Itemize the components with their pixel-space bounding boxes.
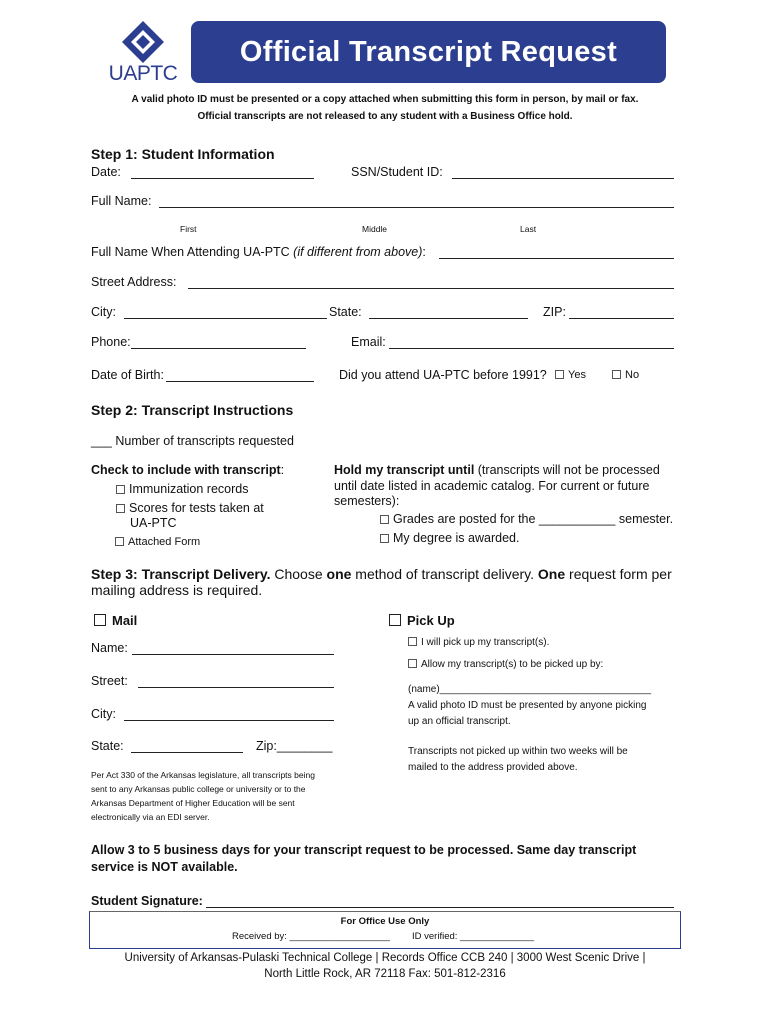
step3-heading-one1: one xyxy=(326,566,352,582)
pickup-label: Pick Up xyxy=(407,613,455,628)
number-requested-label: Number of transcripts requested xyxy=(115,434,294,448)
logo-text: UAPTC xyxy=(108,62,178,85)
act-330-line4: electronically via an EDI server. xyxy=(91,812,210,822)
mail-zip-label xyxy=(256,739,332,753)
mail-name-field[interactable] xyxy=(132,654,334,655)
step3-heading-bold: Step 3: Transcript Delivery. xyxy=(91,566,271,582)
attached-form-checkbox-icon[interactable] xyxy=(115,537,124,546)
first-name-caption: First xyxy=(180,224,197,234)
number-requested-row xyxy=(91,434,294,448)
office-received-label: Received by: xyxy=(232,931,287,942)
signature-field[interactable] xyxy=(206,907,674,908)
ssn-field[interactable] xyxy=(452,178,674,179)
pickup-name-field[interactable]: (name)______________________________________ xyxy=(408,684,652,695)
attend-no-option[interactable] xyxy=(612,369,639,381)
grades-option[interactable] xyxy=(380,512,673,526)
scores-label-line2: UA-PTC xyxy=(130,516,177,530)
scores-label: Scores for tests taken at xyxy=(129,501,264,515)
not-picked-line2: mailed to the address provided above. xyxy=(408,762,578,773)
pickup-self-checkbox-icon[interactable] xyxy=(408,637,417,646)
pickup-allow-label: Allow my transcript(s) to be picked up by: xyxy=(421,659,604,670)
photo-note-line1: A valid photo ID must be presented by anyone picking xyxy=(408,700,647,711)
phone-field[interactable] xyxy=(131,348,306,349)
street-address-field[interactable] xyxy=(188,288,674,289)
hold-rest: (transcripts will not be processed xyxy=(474,463,660,477)
attached-form-label: Attached Form xyxy=(128,536,201,548)
mail-city-field[interactable] xyxy=(124,720,334,721)
step3-heading-one2: One xyxy=(537,566,566,582)
not-picked-line1: Transcripts not picked up within two weeks will be xyxy=(408,746,628,757)
attend-yes-option[interactable] xyxy=(555,369,586,381)
step1-heading: Step 1: Student Information xyxy=(91,146,275,162)
email-label: Email: xyxy=(351,335,386,349)
step3-heading xyxy=(91,566,672,582)
full-name-label: Full Name: xyxy=(91,194,152,208)
city-label: City: xyxy=(91,305,116,319)
pickup-self-option[interactable] xyxy=(408,637,549,648)
uaptc-logo xyxy=(108,20,178,86)
degree-option[interactable] xyxy=(380,531,519,545)
yes-label: Yes xyxy=(568,369,586,381)
mail-label: Mail xyxy=(112,613,138,628)
attend-question: Did you attend UA-PTC before 1991? xyxy=(339,368,547,382)
mail-state-field[interactable] xyxy=(131,752,243,753)
no-label: No xyxy=(625,369,640,381)
grades-checkbox-icon[interactable] xyxy=(380,515,389,524)
mail-option[interactable] xyxy=(94,613,137,628)
state-field[interactable] xyxy=(369,318,528,319)
city-field[interactable] xyxy=(124,318,327,319)
pickup-allow-checkbox-icon[interactable] xyxy=(408,659,417,668)
include-heading-text: Check to include with transcript xyxy=(91,463,281,477)
step3-heading-line2: mailing address is required. xyxy=(91,582,263,598)
attending-name-label xyxy=(91,245,426,259)
number-requested-blank[interactable]: ___ xyxy=(91,434,112,448)
pickup-checkbox-icon[interactable] xyxy=(389,614,401,626)
business-hold-notice: Official transcripts are not released to any student with a Business Office hold. xyxy=(197,111,573,122)
office-use-title: For Office Use Only xyxy=(340,916,430,927)
office-received xyxy=(232,931,390,942)
page-title: Official Transcript Request xyxy=(239,35,618,68)
state-label: State: xyxy=(329,305,362,319)
logo-diamond-icon xyxy=(108,20,178,66)
full-name-field[interactable] xyxy=(159,207,674,208)
scores-checkbox-icon[interactable] xyxy=(116,504,125,513)
mail-street-field[interactable] xyxy=(138,687,334,688)
office-id-label: ID verified: xyxy=(412,931,458,942)
attached-form-option[interactable] xyxy=(115,536,200,548)
mail-zip-text: Zip: xyxy=(256,739,277,753)
mail-checkbox-icon[interactable] xyxy=(94,614,106,626)
mail-street-label: Street: xyxy=(91,674,128,688)
include-heading xyxy=(91,463,284,477)
signature-label: Student Signature: xyxy=(91,894,203,908)
mail-state-label: State: xyxy=(91,739,124,753)
date-field[interactable] xyxy=(131,178,314,179)
office-id-field[interactable]: ______________ xyxy=(460,931,535,942)
mail-zip-field[interactable]: ________ xyxy=(276,739,333,753)
act-330-line3: Arkansas Department of Higher Education will be sent xyxy=(91,798,295,808)
office-id-verified xyxy=(412,931,534,942)
last-name-caption: Last xyxy=(520,224,537,234)
immunization-label: Immunization records xyxy=(129,482,249,496)
step3-heading-rest3: request form per xyxy=(565,566,672,582)
zip-field[interactable] xyxy=(569,318,674,319)
middle-name-caption: Middle xyxy=(362,224,388,234)
act-330-line2: sent to any Arkansas public college or university or to the xyxy=(91,784,306,794)
photo-note-line2: up an official transcript. xyxy=(408,716,511,727)
photo-id-notice: A valid photo ID must be presented or a copy attached when submitting this form in person, by mail or fax. xyxy=(131,94,639,105)
mail-name-label: Name: xyxy=(91,641,128,655)
hold-line3: semesters): xyxy=(334,494,400,508)
email-field[interactable] xyxy=(389,348,674,349)
mail-city-label: City: xyxy=(91,707,116,721)
pickup-allow-option[interactable] xyxy=(408,659,603,670)
step3-heading-rest1: Choose xyxy=(270,566,327,582)
ssn-label: SSN/Student ID: xyxy=(351,165,443,179)
degree-checkbox-icon[interactable] xyxy=(380,534,389,543)
hold-bold: Hold my transcript until xyxy=(334,463,475,477)
attending-name-italic: (if different from above) xyxy=(293,245,423,259)
yes-checkbox-icon[interactable] xyxy=(555,370,564,379)
street-address-label: Street Address: xyxy=(91,275,177,289)
date-label: Date: xyxy=(91,165,121,179)
pickup-option[interactable] xyxy=(389,613,455,628)
dob-label: Date of Birth: xyxy=(91,368,164,382)
attending-name-colon: : xyxy=(422,245,426,259)
pickup-self-label: I will pick up my transcript(s). xyxy=(421,637,550,648)
hold-line1 xyxy=(334,463,660,477)
no-checkbox-icon[interactable] xyxy=(612,370,621,379)
grades-label: Grades are posted for the ___________ semester. xyxy=(393,512,674,526)
office-received-field[interactable]: ___________________ xyxy=(289,931,390,942)
include-heading-colon: : xyxy=(280,463,285,477)
title-banner xyxy=(191,21,666,83)
zip-label: ZIP: xyxy=(543,305,566,319)
step3-heading-rest2: method of transcript delivery. xyxy=(351,566,538,582)
scores-option[interactable] xyxy=(116,501,264,515)
immunization-checkbox-icon[interactable] xyxy=(116,485,125,494)
degree-label: My degree is awarded. xyxy=(393,531,520,545)
hold-line2: until date listed in academic catalog. For current or future xyxy=(334,479,650,493)
immunization-option[interactable] xyxy=(116,482,249,496)
footer-line2: North Little Rock, AR 72118 Fax: 501-812-2316 xyxy=(264,968,506,980)
processing-line1: Allow 3 to 5 business days for your transcript request to be processed. Same day transcript xyxy=(91,843,637,857)
phone-label: Phone: xyxy=(91,335,131,349)
step2-heading: Step 2: Transcript Instructions xyxy=(91,402,294,418)
processing-line2: service is NOT available. xyxy=(91,860,238,874)
act-330-line1: Per Act 330 of the Arkansas legislature, all transcripts being xyxy=(91,770,315,780)
dob-field[interactable] xyxy=(166,381,314,382)
attending-name-field[interactable] xyxy=(439,258,674,259)
attending-name-text: Full Name When Attending UA-PTC xyxy=(91,245,294,259)
footer-line1: University of Arkansas-Pulaski Technical College | Records Office CCB 240 | 3000 West Scenic Drive | xyxy=(124,952,646,964)
